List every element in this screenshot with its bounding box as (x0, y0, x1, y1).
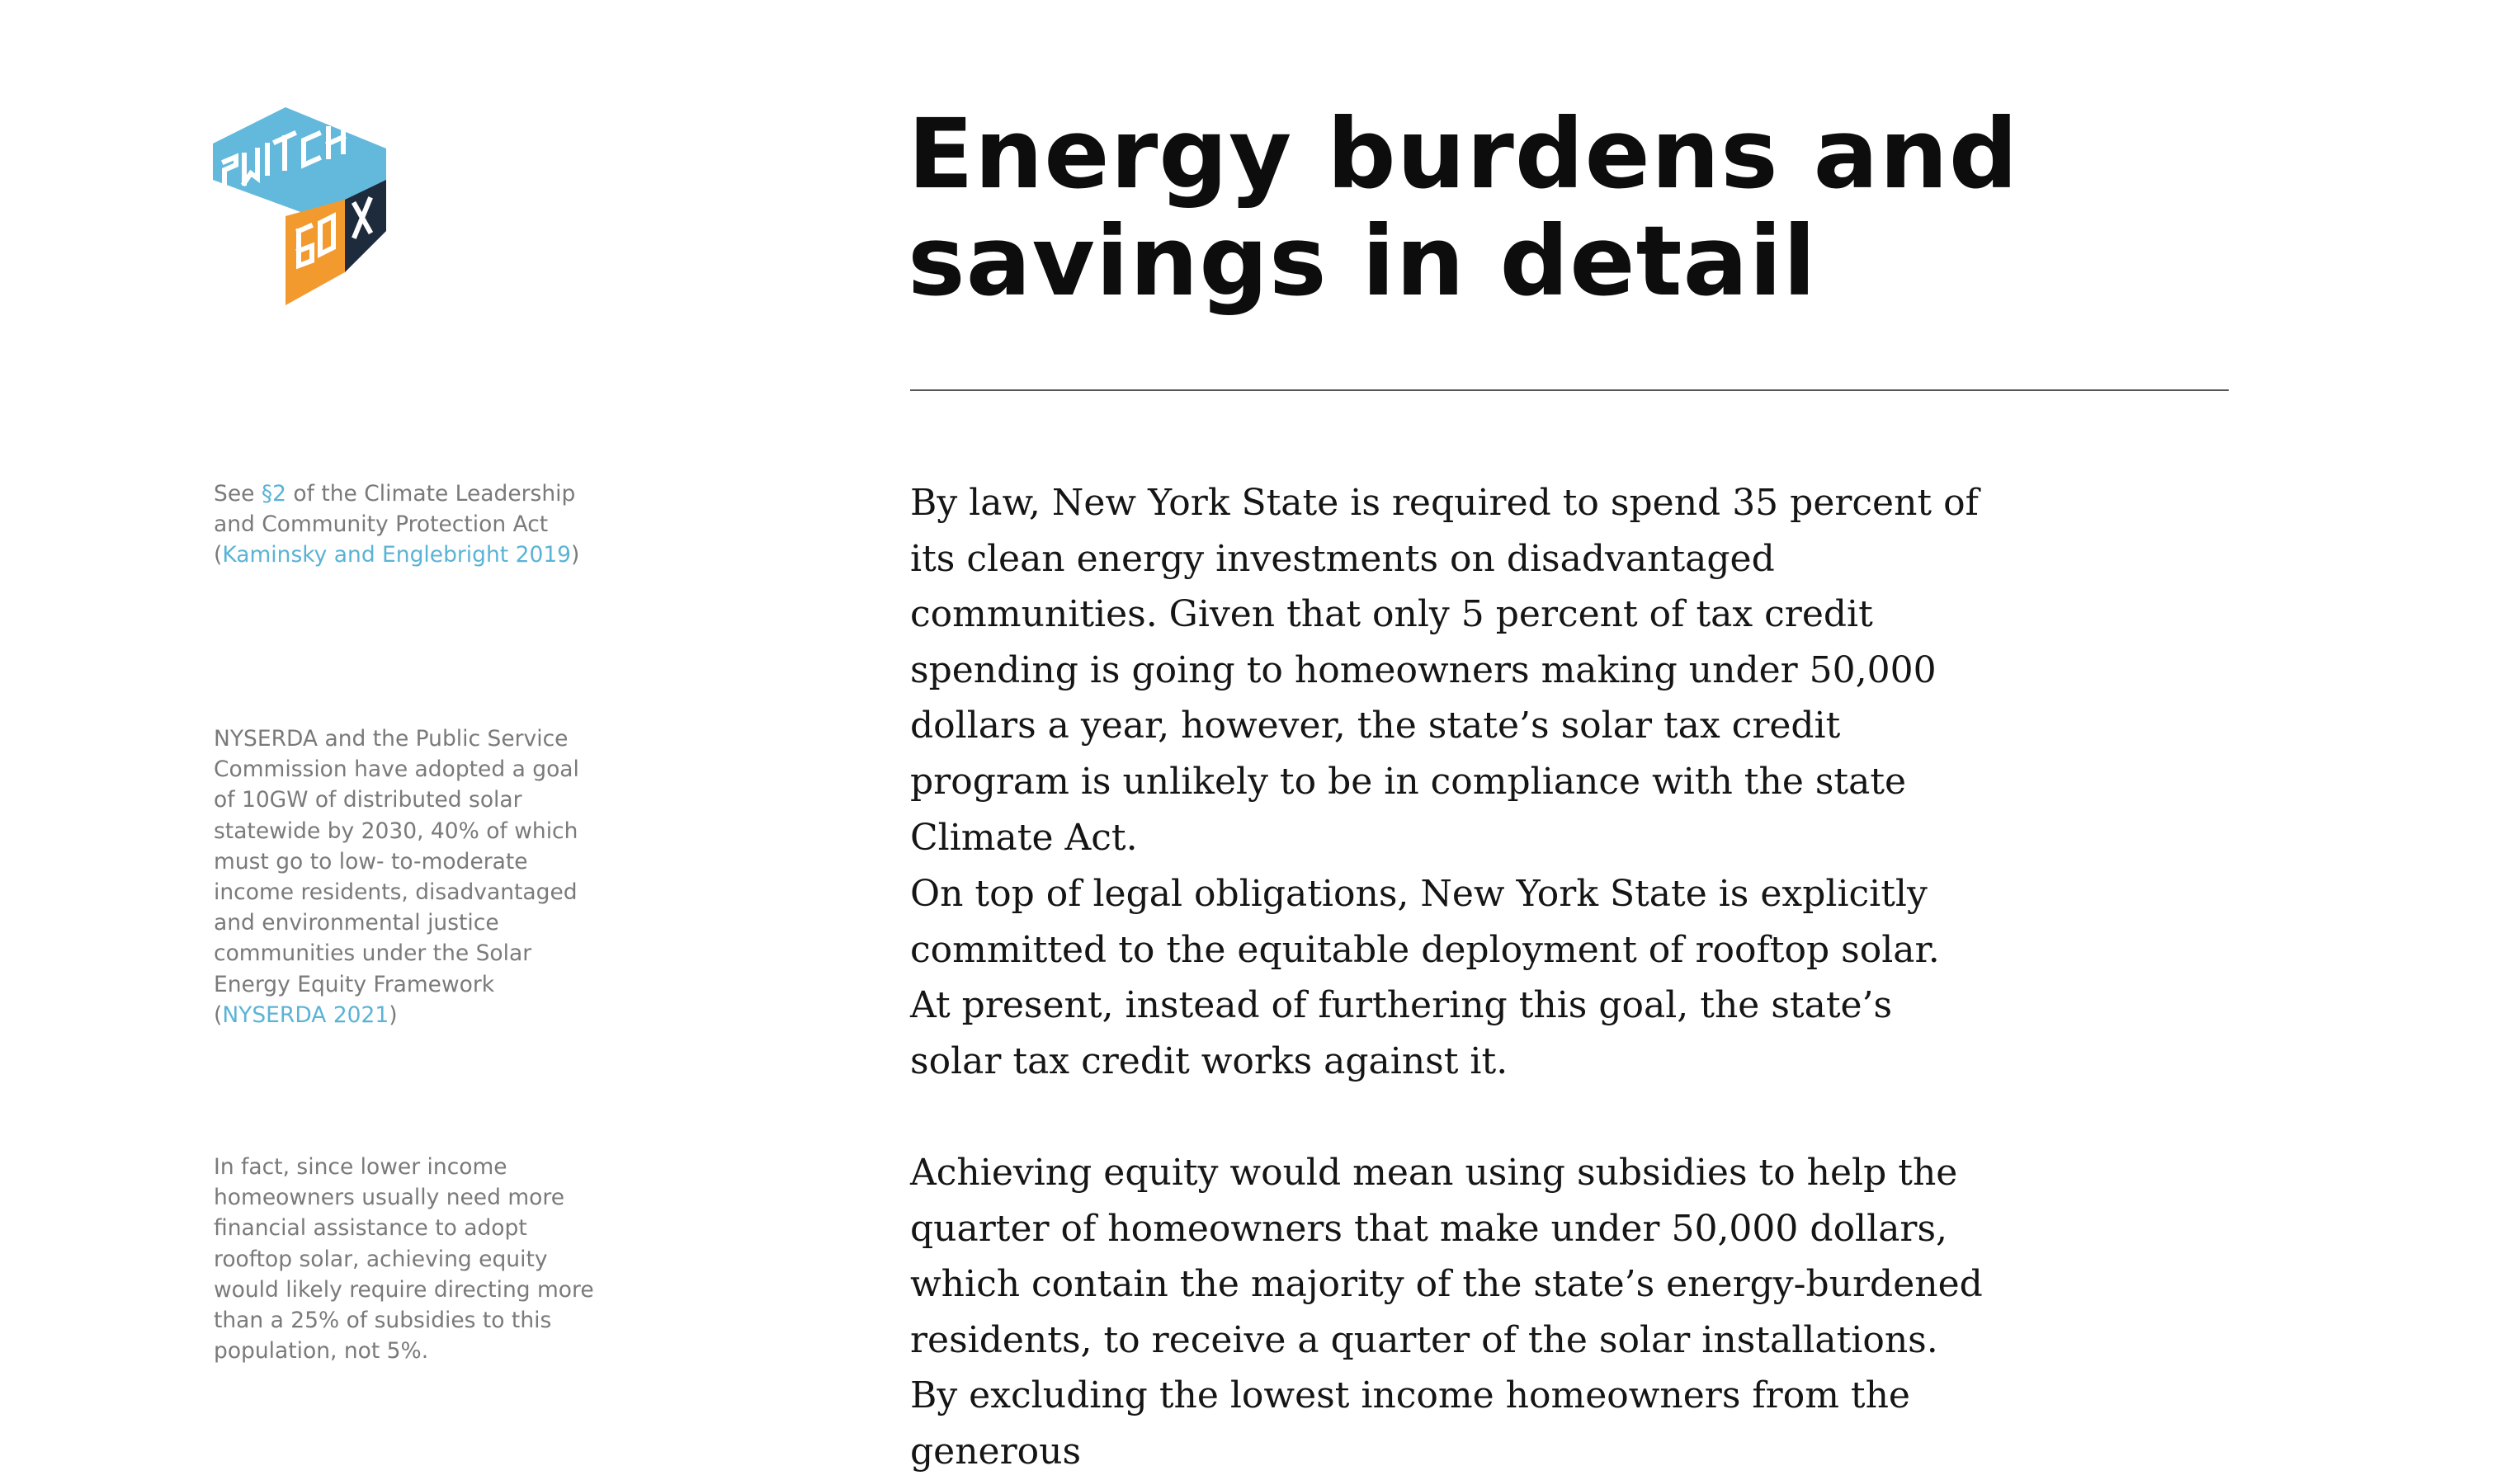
switchbox-logo[interactable] (213, 107, 386, 305)
kaminsky-englebright-citation-link[interactable]: Kaminsky and Englebright 2019 (222, 542, 572, 568)
switchbox-logo-graphic (213, 107, 386, 305)
body-paragraph: On top of legal obligations, New York State is explicitly committed to the equitable deployment of rooftop solar. At present, instead of furthering this goal, the state’s solar tax credit works against it. (910, 873, 1940, 1082)
page-title: Energy burdens and savings in detail (908, 97, 2019, 318)
sidenote-nyserda-goal (214, 724, 602, 1030)
sidenote-text: ) (571, 542, 580, 568)
sidenote-text: ) (389, 1002, 398, 1028)
body-paragraph: Achieving equity would mean using subsidies to help the quarter of homeowners that make under 50,000 dollars, which contain the majority of the state’s energy-burdened residents, to receive a quarter of the solar installations. By excluding the lowest income homeowners from the generous (910, 1152, 1983, 1473)
title-divider (910, 389, 2229, 391)
logo-orange-panel (286, 200, 345, 305)
sidenote-text: See (214, 481, 262, 507)
nyserda-2021-citation-link[interactable]: NYSERDA 2021 (222, 1002, 389, 1028)
sidenote-text: of the Climate Leadership and Community Protection Act ( (214, 481, 576, 568)
body-paragraph: By law, New York State is required to spend 35 percent of its clean energy investments on disadvantaged communities. Given that only 5 percent of tax credit spending is going to homeowners making under 50,000 dollars a year, however, the state’s solar tax credit program is unlikely to be in compliance with the state Climate Act. (910, 482, 1979, 859)
sidenote-climate-act (214, 478, 602, 571)
section-2-link[interactable]: §2 (261, 481, 286, 507)
sidenote-equity-subsidies: In fact, since lower income homeowners usually need more financial assistance to adopt rooftop solar, achieving equity would likely require directing more than a 25% of subsidies to this population, not 5%. (214, 1154, 594, 1365)
sidenote-text: NYSERDA and the Public Service Commission have adopted a goal of 10GW of distributed solar statewide by 2030, 40% of which must go to low- to-moderate income residents, disadvantaged and environmental justice communities under the Solar Energy Equity Framework ( (214, 726, 579, 1028)
